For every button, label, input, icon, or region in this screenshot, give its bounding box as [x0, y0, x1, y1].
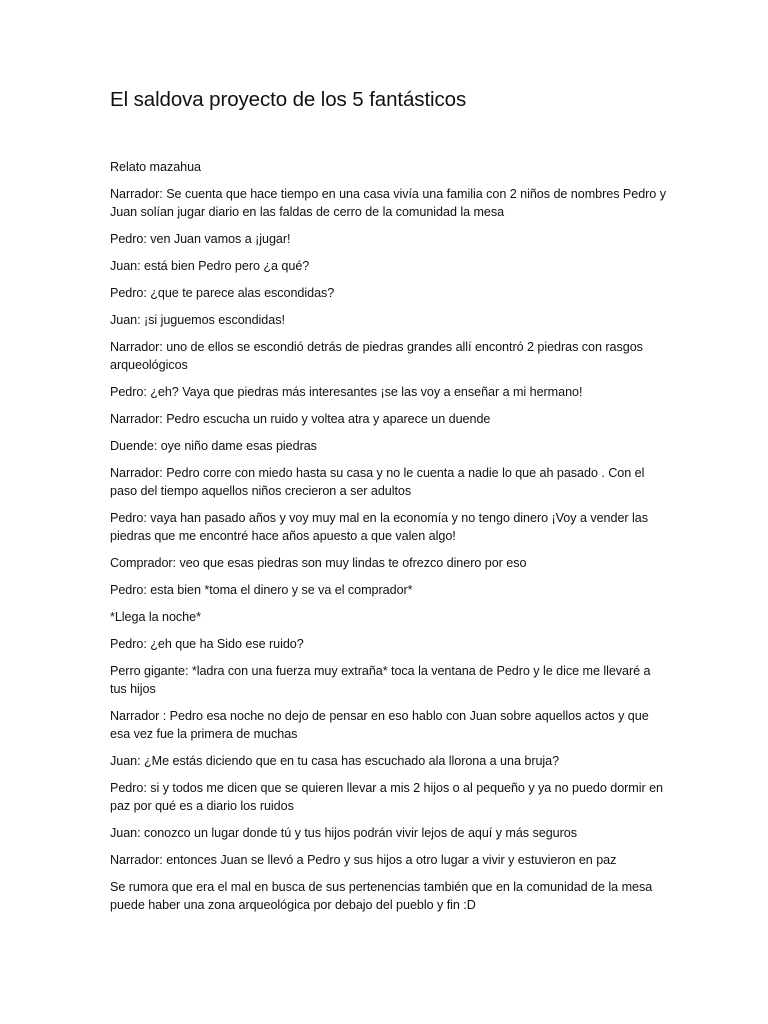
paragraph: Perro gigante: *ladra con una fuerza muy extraña* toca la ventana de Pedro y le dice me llevaré a tus hijos [110, 664, 651, 696]
paragraph: Narrador : Pedro esa noche no dejo de pensar en eso hablo con Juan sobre aquellos actos y que esa vez fue la primera de muchas [110, 709, 649, 741]
paragraph: Pedro: esta bien *toma el dinero y se va el comprador* [110, 583, 413, 597]
paragraph-closing: Se rumora que era el mal en busca de sus pertenencias también que en la comunidad de la mesa puede haber una zona arqueológica por debajo del pueblo y fin :D [110, 880, 653, 912]
paragraph: Pedro: vaya han pasado años y voy muy mal en la economía y no tengo dinero ¡Voy a vender las piedras que me encontré hace años apuesto a que valen algo! [110, 511, 648, 543]
paragraph: *Llega la noche* [110, 610, 201, 624]
paragraph: Pedro: ¿eh que ha Sido ese ruido? [110, 637, 304, 651]
paragraph: Narrador: Pedro corre con miedo hasta su casa y no le cuenta a nadie lo que ah pasado . Con el paso del tiempo aquellos niños crecieron a ser adultos [110, 466, 645, 498]
document-body [110, 86, 670, 923]
paragraph: Juan: conozco un lugar donde tú y tus hijos podrán vivir lejos de aquí y más seguros [110, 826, 577, 840]
document-title: El saldova proyecto de los 5 fantásticos [110, 88, 467, 111]
paragraph: Juan: ¿Me estás diciendo que en tu casa has escuchado ala llorona a una bruja? [110, 754, 560, 768]
paragraph: Pedro: ¿que te parece alas escondidas? [110, 286, 335, 300]
paragraph: Narrador: uno de ellos se escondió detrás de piedras grandes allí encontró 2 piedras con rasgos arqueológicos [110, 340, 643, 372]
paragraph: Comprador: veo que esas piedras son muy lindas te ofrezco dinero por eso [110, 556, 527, 570]
paragraph: Pedro: si y todos me dicen que se quieren llevar a mis 2 hijos o al pequeño y ya no puedo dormir en paz por qué es a diario los ruidos [110, 781, 664, 813]
paragraph: Juan: ¡si juguemos escondidas! [110, 313, 285, 327]
paragraph: Duende: oye niño dame esas piedras [110, 439, 317, 453]
paragraph: Narrador: Pedro escucha un ruido y voltea atra y aparece un duende [110, 412, 491, 426]
paragraph-intro: Relato mazahua [110, 160, 202, 174]
paragraph: Pedro: ven Juan vamos a ¡jugar! [110, 232, 291, 246]
paragraph: Narrador: Se cuenta que hace tiempo en una casa vivía una familia con 2 niños de nombres Pedro y Juan solían jugar diario en las faldas de cerro de la comunidad la mesa [110, 187, 666, 219]
paragraph: Narrador: entonces Juan se llevó a Pedro y sus hijos a otro lugar a vivir y estuvieron en paz [110, 853, 617, 867]
paragraph: Juan: está bien Pedro pero ¿a qué? [110, 259, 310, 273]
paragraph: Pedro: ¿eh? Vaya que piedras más interesantes ¡se las voy a enseñar a mi hermano! [110, 385, 583, 399]
